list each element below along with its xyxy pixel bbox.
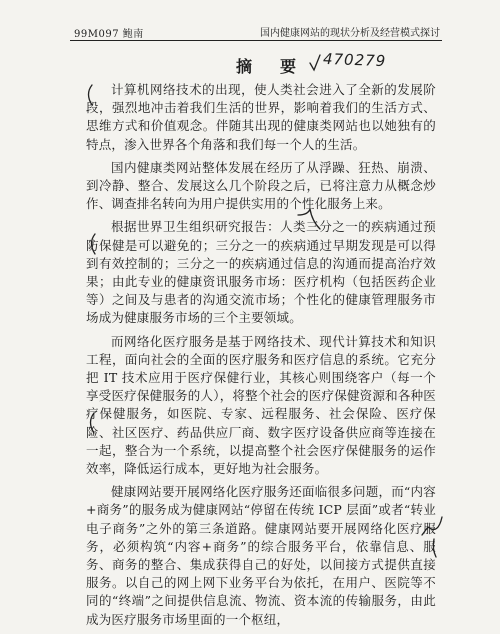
page-title: 摘 要: [236, 57, 303, 76]
bracket-mark-icon: [87, 233, 97, 255]
handwritten-number: 470279: [322, 49, 387, 71]
paragraph-1: 计算机网络技术的出现，使人类社会进入了全新的发展阶段，强烈地冲击着我们生活的世界，影响着我们的生活方式、思维方式和价值观念。伴随其出现的健康类网站也以她独有的特点，渗入世界各个角落和我们每一个人的生活。: [86, 82, 436, 152]
abstract-body: [86, 81, 436, 634]
bracket-mark-icon: [84, 84, 94, 106]
bracket-mark-icon: [86, 412, 96, 434]
paragraph-4: 而网络化医疗服务是基于网络技术、现代计算技术和知识工程，面向社会的全面的医疗服务和医疗信息的系统。它充分把 IT 技术应用于医疗保健行业，其核心则围绕客户（每一个享受医疗保健服务的人），将整个社会的医疗保健资源和各种医疗保健服务，如医院、专家、远程服务、社会保险、医疗保险、社区医疗、药品供应厂商、数字医疗设备供应商等连接在一起，整合为一个系统，以提高整个社会医疗保健服务的运作效率，降低运行成本，更好地为社会服务。: [86, 333, 436, 477]
paragraph-3: 根据世界卫生组织研究报告：人类三分之一的疾病通过预防保健是可以避免的；三分之一的疾病通过早期发现是可以得到有效控制的；三分之一的疾病通过信息的沟通而提高治疗效果；由此专业的健康资讯服务市场：医疗机构（包括医药企业等）之间及与患者的沟通交流市场；个性化的健康管理服务市场成为健康服务市场的三个主要领域。: [86, 219, 436, 326]
pen-stroke-icon: [420, 515, 446, 559]
header-right: 国内健康网站的现状分析及经营模式探讨: [260, 28, 440, 39]
header-left: 99M097 鲍南: [74, 29, 144, 40]
header-rule: [70, 40, 442, 41]
paragraph-2: 国内健康类网站整体发展在经历了从浮躁、狂热、崩溃、到冷静、整合、发展这么几个阶段之后，已将注意力从概念炒作、调查排名转向为用户提供实用的个性化服务上来。: [86, 159, 436, 212]
paragraph-5: 健康网站要开展网络化医疗服务还面临很多问题，而“内容+商务”的服务成为健康网站“停留在传统 ICP 层面”或者“转业电子商务”之外的第三条道路。健康网站要开展网络化医疗服务，必须构筑“内容+商务”的综合服务平台，依靠信息、服务、商务的整合、集成获得自己的好处，以间接方式提供直接服务。以自己的网上网下业务平台为依托，在用户、医院等不同的“终端”之间提供信息流、物流、资本流的传输服务，由此成为医疗服务市场里面的一个枢纽，: [86, 484, 436, 627]
closing-bracket-mark-icon: [296, 201, 326, 231]
check-mark-icon: [309, 54, 321, 72]
